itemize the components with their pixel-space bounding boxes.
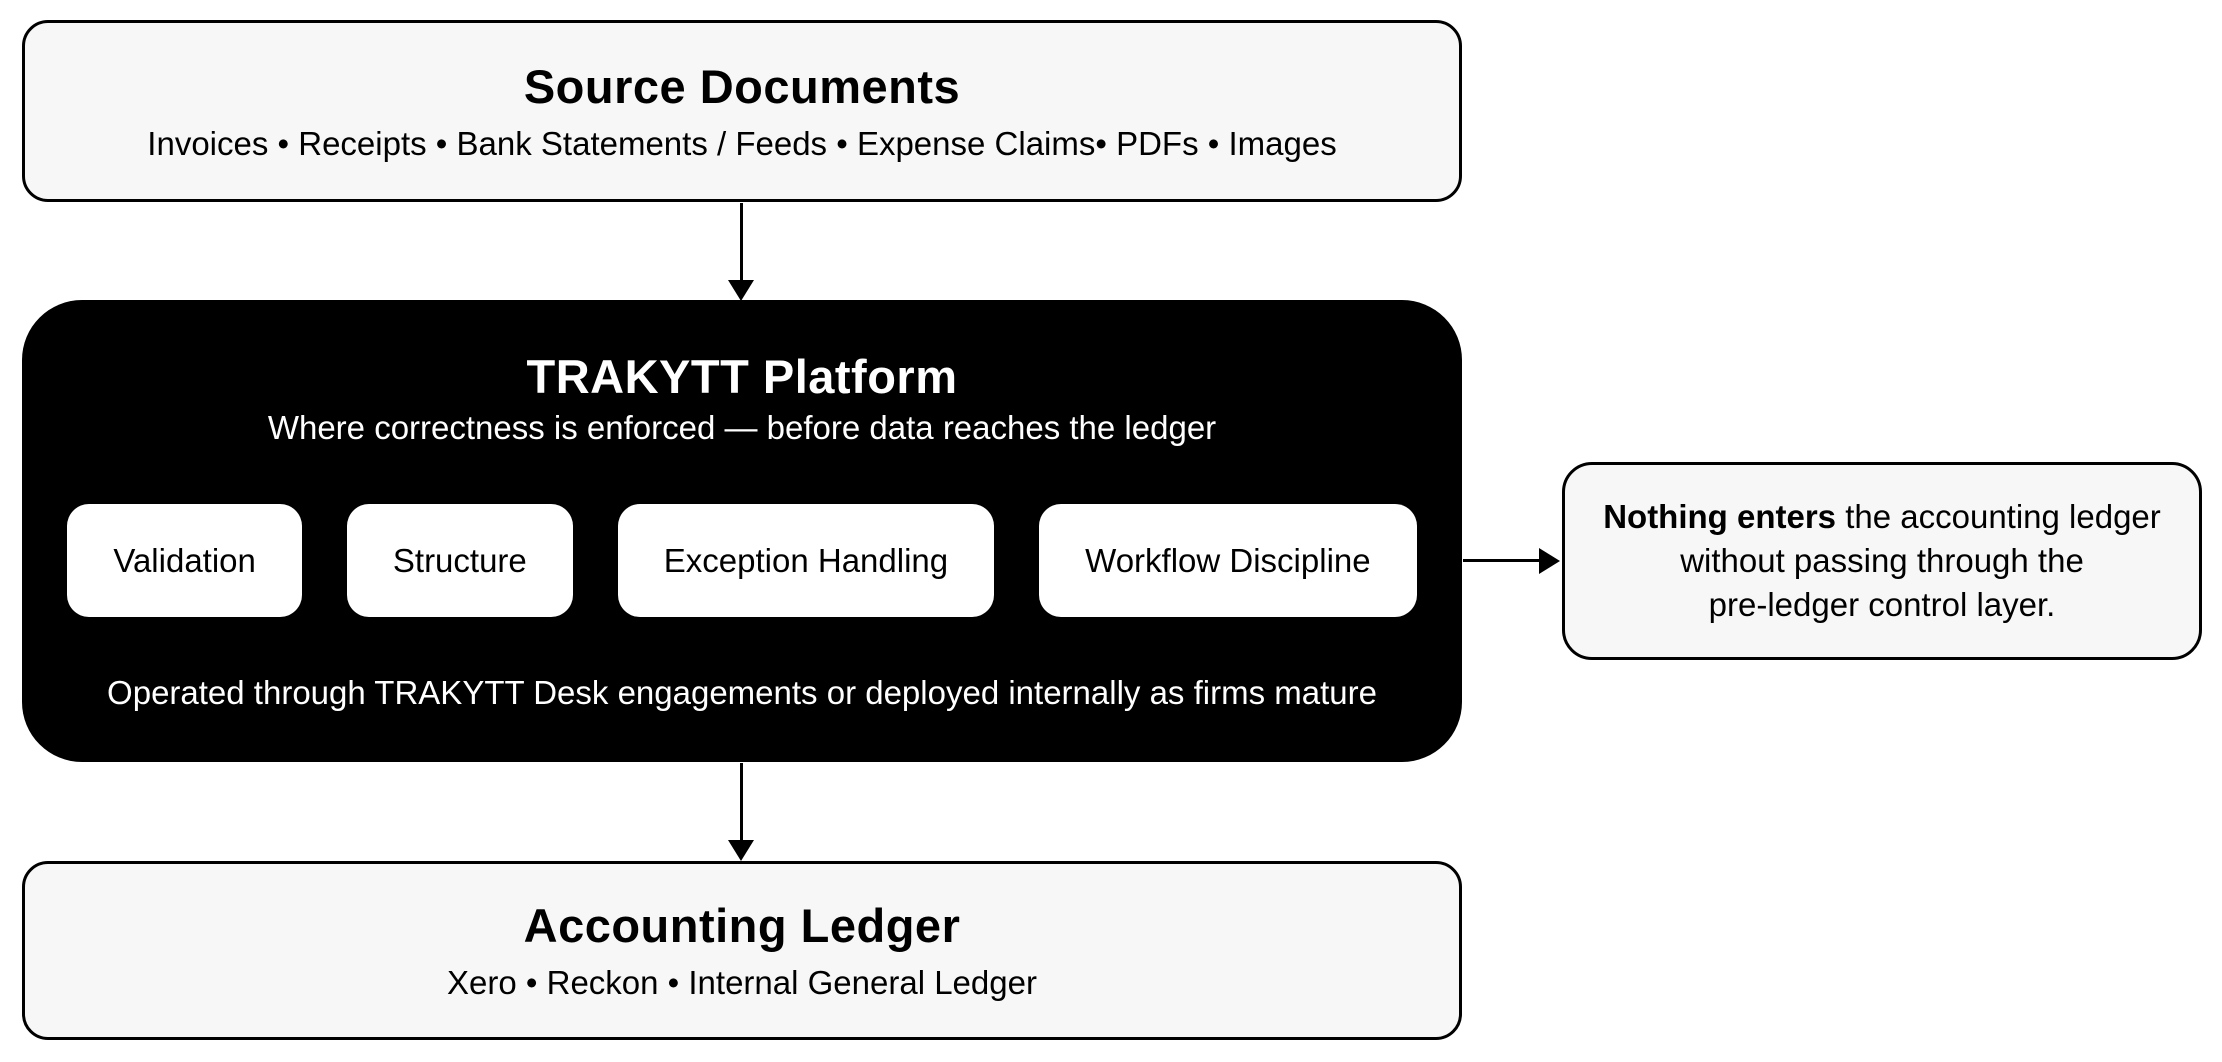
pre-ledger-control-note-box [1562, 462, 2202, 660]
chip-validation: Validation [67, 504, 302, 617]
platform-capability-row [22, 504, 1462, 617]
platform-subtitle: Where correctness is enforced — before data reaches the ledger [267, 409, 1217, 446]
arrow-platform-to-note-line [1463, 559, 1541, 562]
note-line3: pre-ledger control layer. [1708, 586, 2056, 623]
arrow-source-to-platform-line [740, 203, 743, 283]
source-documents-box [22, 20, 1462, 202]
accounting-ledger-subtitle: Xero • Reckon • Internal General Ledger [447, 964, 1037, 1001]
chip-structure: Structure [347, 504, 573, 617]
accounting-ledger-box [22, 861, 1462, 1040]
arrow-platform-to-ledger-line [740, 763, 743, 843]
trakytt-platform-box [22, 300, 1462, 762]
source-documents-title: Source Documents [523, 59, 961, 113]
arrow-down-icon [728, 840, 754, 861]
note-line2: without passing through the [1680, 542, 2084, 579]
arrow-right-icon [1539, 548, 1560, 574]
accounting-ledger-title: Accounting Ledger [523, 899, 961, 952]
note-bold-phrase: Nothing enters [1603, 498, 1837, 535]
source-documents-subtitle: Invoices • Receipts • Bank Statements / Feeds • Expense Claims• PDFs • Images [147, 124, 1337, 162]
platform-footer-note: Operated through TRAKYTT Desk engagements or deployed internally as firms mature [107, 674, 1377, 711]
platform-title: TRAKYTT Platform [526, 350, 958, 403]
chip-workflow-discipline: Workflow Discipline [1039, 504, 1416, 617]
pre-ledger-control-note-text [1603, 495, 2161, 627]
arrow-down-icon [728, 280, 754, 301]
note-line1-rest: the accounting ledger [1836, 498, 2161, 535]
chip-exception-handling: Exception Handling [618, 504, 994, 617]
